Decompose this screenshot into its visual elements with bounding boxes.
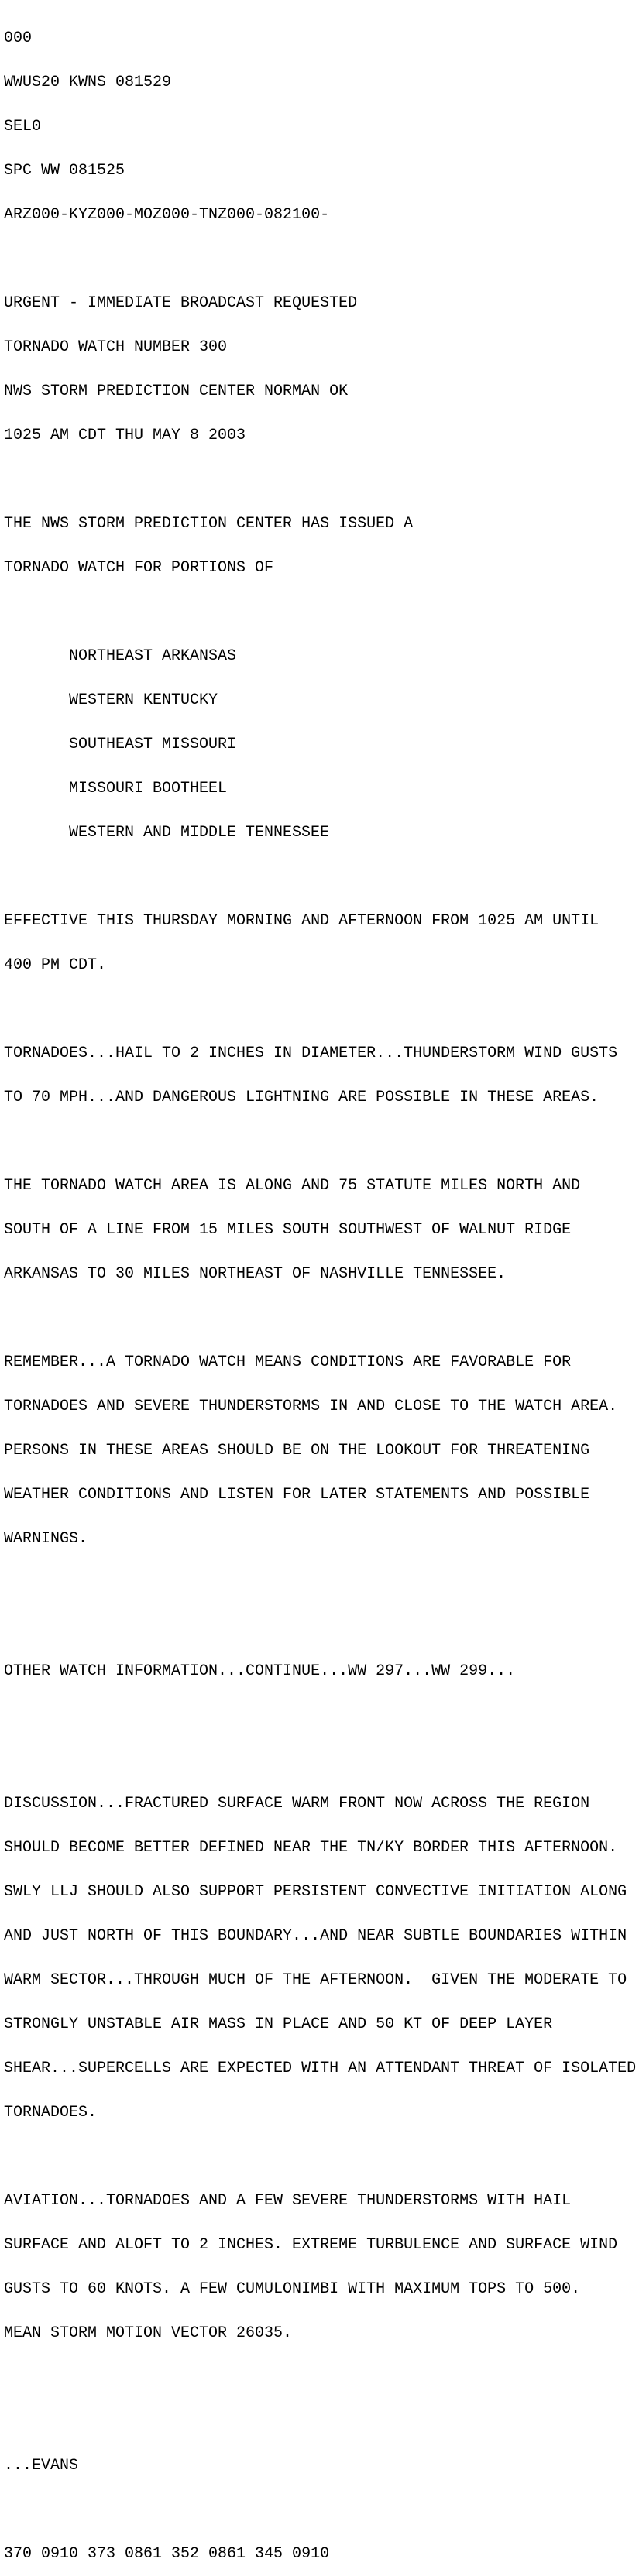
- aviation-text: AVIATION...TORNADOES AND A FEW SEVERE THUNDERSTORMS WITH HAIL: [4, 2192, 572, 2210]
- discussion-text: DISCUSSION...FRACTURED SURFACE WARM FRONT NOW ACROSS THE REGION: [4, 1795, 590, 1813]
- blank-line: [4, 1576, 636, 1590]
- blank-line: [4, 472, 636, 487]
- area-description: ARKANSAS TO 30 MILES NORTHEAST OF NASHVILLE TENNESSEE.: [4, 1265, 507, 1283]
- blank-line: [4, 1134, 636, 1149]
- effective-text: 400 PM CDT.: [4, 956, 107, 974]
- aviation-text: GUSTS TO 60 KNOTS. A FEW CUMULONIMBI WITH MAXIMUM TOPS TO 500.: [4, 2280, 581, 2298]
- area-item: NORTHEAST ARKANSAS: [69, 647, 237, 665]
- aviation-text: SURFACE AND ALOFT TO 2 INCHES. EXTREME TURBULENCE AND SURFACE WIND: [4, 2236, 618, 2254]
- header-line: SPC WW 081525: [4, 162, 125, 180]
- header-line: 000: [4, 29, 33, 47]
- effective-text: EFFECTIVE THIS THURSDAY MORNING AND AFTERNOON FROM 1025 AM UNTIL: [4, 912, 599, 930]
- blank-line: [4, 1708, 636, 1723]
- blank-line: [4, 252, 636, 266]
- issue-time: 1025 AM CDT THU MAY 8 2003: [4, 427, 246, 444]
- other-watch-info: OTHER WATCH INFORMATION...CONTINUE...WW 297...WW 299...: [4, 1662, 516, 1680]
- area-item: SOUTHEAST MISSOURI: [69, 736, 237, 753]
- remember-text: REMEMBER...A TORNADO WATCH MEANS CONDITIONS ARE FAVORABLE FOR: [4, 1353, 572, 1371]
- discussion-text: SHEAR...SUPERCELLS ARE EXPECTED WITH AN ATTENDANT THREAT OF ISOLATED: [4, 2060, 637, 2077]
- issuing-office: NWS STORM PREDICTION CENTER NORMAN OK: [4, 382, 349, 400]
- remember-text: TORNADOES AND SEVERE THUNDERSTORMS IN AND CLOSE TO THE WATCH AREA.: [4, 1398, 618, 1415]
- remember-text: WARNINGS.: [4, 1530, 88, 1548]
- discussion-text: SHOULD BECOME BETTER DEFINED NEAR THE TN/KY BORDER THIS AFTERNOON.: [4, 1839, 618, 1857]
- area-item: WESTERN AND MIDDLE TENNESSEE: [69, 824, 330, 842]
- blank-line: [4, 2502, 636, 2517]
- blank-line: [4, 1620, 636, 1634]
- zone-codes: ARZ000-KYZ000-MOZ000-TNZ000-082100-: [4, 206, 330, 224]
- blank-line: [4, 605, 636, 619]
- blank-line: [4, 1311, 636, 1326]
- blank-line: [4, 1752, 636, 1767]
- urgent-notice: URGENT - IMMEDIATE BROADCAST REQUESTED: [4, 294, 358, 312]
- blank-line: [4, 1002, 636, 1017]
- area-item: MISSOURI BOOTHEEL: [69, 780, 228, 797]
- issued-text: TORNADO WATCH FOR PORTIONS OF: [4, 559, 274, 577]
- aviation-text: MEAN STORM MOTION VECTOR 26035.: [4, 2324, 293, 2342]
- threats-text: TORNADOES...HAIL TO 2 INCHES IN DIAMETER...THUNDERSTORM WIND GUSTS: [4, 1044, 618, 1062]
- issued-text: THE NWS STORM PREDICTION CENTER HAS ISSUED A: [4, 515, 414, 533]
- watch-title: TORNADO WATCH NUMBER 300: [4, 338, 228, 356]
- header-line: WWUS20 KWNS 081529: [4, 74, 172, 91]
- discussion-text: WARM SECTOR...THROUGH MUCH OF THE AFTERNOON. GIVEN THE MODERATE TO: [4, 1971, 627, 1989]
- remember-text: WEATHER CONDITIONS AND LISTEN FOR LATER STATEMENTS AND POSSIBLE: [4, 1486, 590, 1504]
- area-description: THE TORNADO WATCH AREA IS ALONG AND 75 STATUTE MILES NORTH AND: [4, 1177, 581, 1195]
- area-item: WESTERN KENTUCKY: [69, 691, 218, 709]
- discussion-text: TORNADOES.: [4, 2104, 98, 2122]
- threats-text: TO 70 MPH...AND DANGEROUS LIGHTNING ARE POSSIBLE IN THESE AREAS.: [4, 1089, 599, 1106]
- discussion-text: SWLY LLJ SHOULD ALSO SUPPORT PERSISTENT CONVECTIVE INITIATION ALONG: [4, 1883, 627, 1901]
- watch-coordinates: 370 0910 373 0861 352 0861 345 0910: [4, 2545, 330, 2563]
- header-line: SEL0: [4, 118, 42, 135]
- forecaster-signature: ...EVANS: [4, 2457, 79, 2475]
- blank-line: [4, 2370, 636, 2385]
- area-description: SOUTH OF A LINE FROM 15 MILES SOUTH SOUTHWEST OF WALNUT RIDGE: [4, 1221, 572, 1239]
- blank-line: [4, 870, 636, 884]
- blank-line: [4, 2149, 636, 2164]
- discussion-text: AND JUST NORTH OF THIS BOUNDARY...AND NEAR SUBTLE BOUNDARIES WITHIN: [4, 1927, 627, 1945]
- blank-line: [4, 2414, 636, 2429]
- weather-bulletin: [4, 2, 636, 2576]
- discussion-text: STRONGLY UNSTABLE AIR MASS IN PLACE AND 50 KT OF DEEP LAYER: [4, 2015, 553, 2033]
- remember-text: PERSONS IN THESE AREAS SHOULD BE ON THE LOOKOUT FOR THREATENING: [4, 1442, 590, 1460]
